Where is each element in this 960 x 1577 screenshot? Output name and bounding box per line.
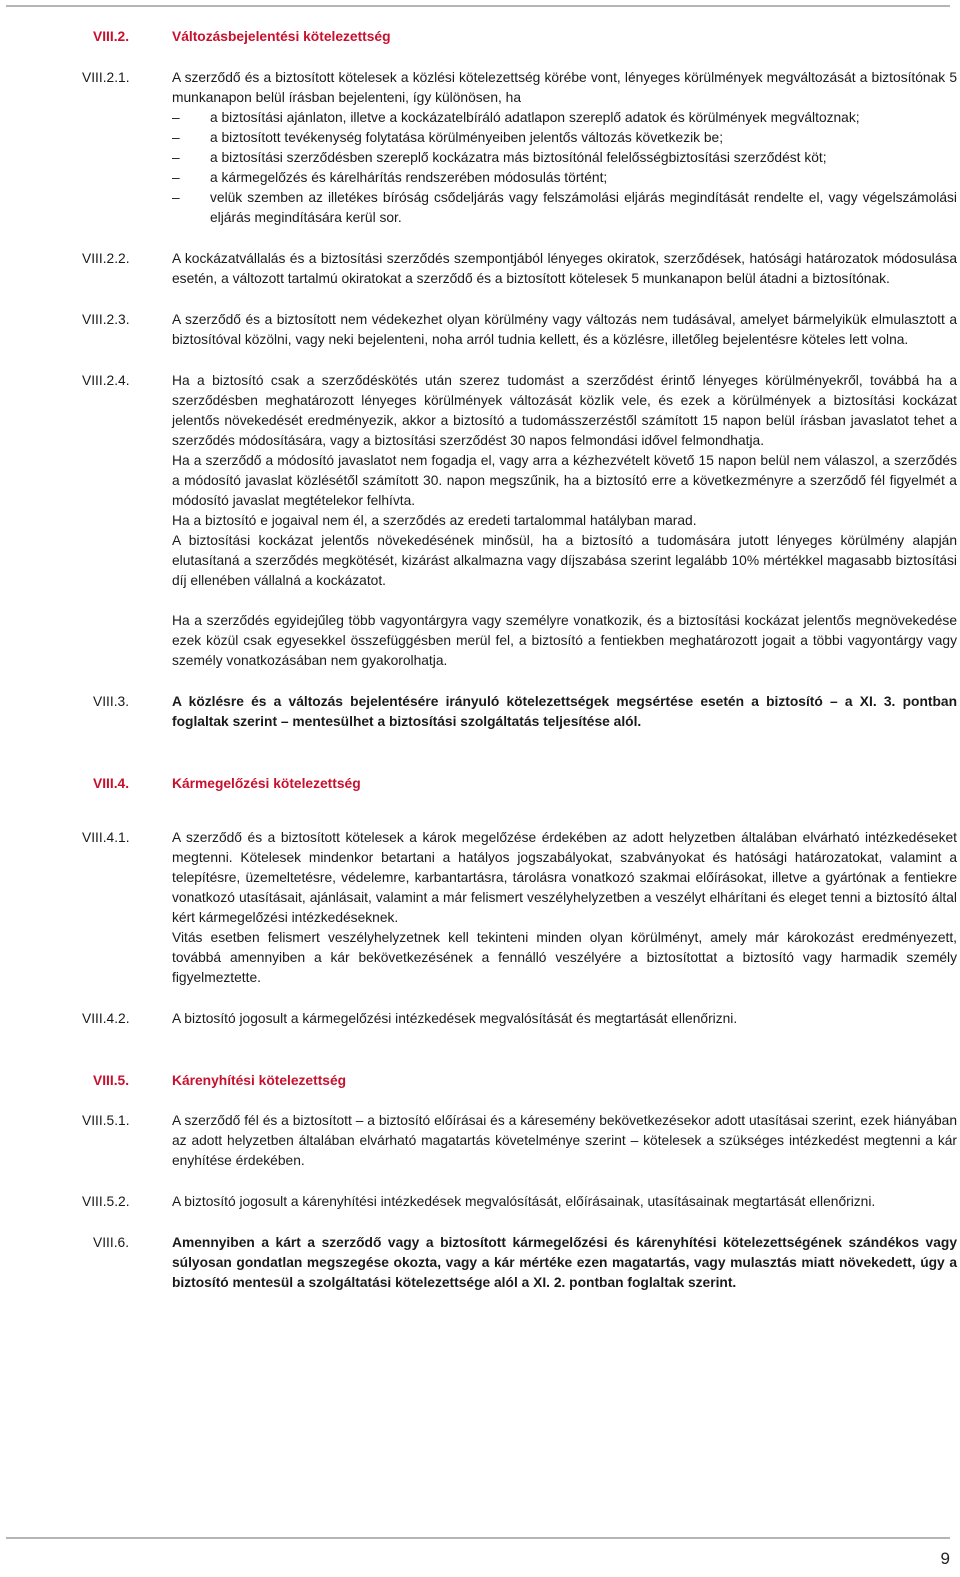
clause-number: VIII.3.: [93, 694, 130, 709]
clause-number: VIII.6.: [93, 1235, 130, 1250]
clause-paragraph: A szerződő és a biztosított kötelesek a károk megelőzése érdekében az adott helyzetben általában elvárható intézkedéseket megtenni. Kötelesek mindenkor betartani a hatályos jogszabályokat, szabványokat és hatósági határozatokat, valamint a telepítésre, üzemeltetésre, védelemre, karbantartásra, tárolásra vonatkozó szakmai előírásokat, illetve a gyártónak a fentiekre vonatkozó utasításait, ajánlásait, valamint a már felismert veszélyhelyzetben a veszélyt elhárítani és eleget tenni a biztosító által kért kármegelőzési intézkedéseknek.: [172, 830, 957, 925]
clause-number: VIII.2.4.: [82, 373, 130, 388]
clause-viii-4-1: [0, 828, 960, 988]
clause-viii-6: [0, 1233, 960, 1293]
dash-list: [172, 108, 957, 228]
clause-paragraph: Ha a szerződő a módosító javaslatot nem fogadja el, vagy arra a kézhezvételt követő 15 napon belül nem válaszol, a szerződés a módosító javaslat közlésétől számított 30. napon megszűnik, ha a biztosító erre a következményre a szerződő fél figyelmét a módosító javaslat megtételekor felhívta.: [172, 453, 957, 508]
clause-paragraph: Vitás esetben felismert veszélyhelyzetnek kell tekinteni minden olyan körülményt, amely már károkozást eredményezett, továbbá amennyiben a kár bekövetkezésének a fennálló veszélyére a biztosítottat a biztosító vagy harmadik személy figyelmeztette.: [172, 930, 957, 985]
clause-text: A kockázatvállalás és a biztosítási szerződés szempontjából lényeges okiratok, szerződések, hatósági határozatok módosulása esetén, a változott tartalmú okiratokat a szerződő és a biztosított kötelesek 5 munkanapon belül átadni a biztosítónak.: [172, 251, 957, 286]
section-heading-viii-5: [0, 1071, 960, 1091]
clause-number: VIII.2.2.: [82, 251, 130, 266]
clause-number: VIII.4.1.: [82, 830, 130, 845]
section-heading-viii-2: [0, 27, 960, 47]
clause-text: Amennyiben a kárt a szerződő vagy a biztosított kármegelőzési és kárenyhítési kötelezettségének szándékos vagy súlyosan gondatlan megszegése okozta, vagy a kár mértéke ezen magatartás, vagy mulasztás miatt növekedett, úgy a biztosító mentesül a szolgáltatási kötelezettsége alól a XI. 2. pontban foglaltak szerint.: [172, 1235, 957, 1290]
clause-number: VIII.2.3.: [82, 312, 130, 327]
clause-text: A szerződő és a biztosított nem védekezhet olyan körülmény vagy változás nem tudásával, amelyet bármelyikük elmulasztott a biztosítóval közölni, vagy neki bejelenteni, noha arról tudnia kellett, és a közlésre, illetőleg bejelentésre köteles lett volna.: [172, 312, 957, 347]
clause-number: VIII.5.1.: [82, 1113, 130, 1128]
clause-intro: A szerződő és a biztosított kötelesek a közlési kötelezettség körébe vont, lényeges körülmények megváltozását a biztosítónak 5 munkanapon belül írásban bejelenteni, így különösen, ha: [172, 70, 957, 105]
list-item: – a biztosítási ajánlaton, illetve a kockázatelbíráló adatlapon szereplő adatok és körülmények megváltoznak;: [172, 108, 957, 128]
clause-text: A biztosító jogosult a kármegelőzési intézkedések megvalósítását és megtartását ellenőrizni.: [172, 1011, 738, 1026]
clause-text: A szerződő fél és a biztosított – a biztosító előírásai és a káresemény bekövetkezésekor adott utasításai szerint, ezek hiányában az adott helyzetben általában elvárható magatartás követelménye szerint – kötelesek a szükséges intézkedést megtenni a kár enyhítése érdekében.: [172, 1113, 957, 1168]
section-number: VIII.4.: [93, 776, 130, 791]
list-item: – a biztosított tevékenység folytatása körülményeiben jelentős változás következik be;: [172, 128, 957, 148]
section-title: Kárenyhítési kötelezettség: [172, 1073, 347, 1088]
list-item: – a biztosítási szerződésben szereplő kockázatra más biztosítónál felelősségbiztosítási szerződést köt;: [172, 148, 957, 168]
list-item: – velük szemben az illetékes bíróság csődeljárás vagy felszámolási eljárás megindítását rendelte el, vagy végelszámolási eljárás megindítására kerül sor.: [172, 188, 957, 228]
section-number: VIII.5.: [93, 1073, 130, 1088]
clause-paragraph: Ha a biztosító e jogaival nem él, a szerződés az eredeti tartalommal hatályban marad.: [172, 513, 697, 528]
clause-text: A biztosító jogosult a kárenyhítési intézkedések megvalósítását, előírásainak, utasításainak megtartását ellenőrizni.: [172, 1194, 876, 1209]
page-number: 9: [940, 1549, 950, 1568]
section-title: Kármegelőzési kötelezettség: [172, 776, 361, 791]
bottom-rule: [6, 1537, 950, 1539]
clause-number: VIII.2.1.: [82, 70, 130, 85]
clause-viii-2-3: [0, 310, 960, 350]
clause-text: A közlésre és a változás bejelentésére irányuló kötelezettségek megsértése esetén a biztosító – a XI. 3. pontban foglaltak szerint – mentesülhet a biztosítási szolgáltatás teljesítése alól.: [172, 694, 957, 729]
clause-viii-2-2: [0, 249, 960, 289]
clause-paragraph: A biztosítási kockázat jelentős növekedésének minősül, ha a biztosító a tudomására jutott lényeges körülmény alapján elutasítaná a szerződés megkötését, kizárást alkalmazna vagy díjszabása szerint legalább 10% mértékkel magasabb biztosítási díj ellenében vállalná a kockázatot.: [172, 533, 957, 588]
clause-viii-2-1: [0, 68, 960, 228]
clause-viii-2-4: [0, 371, 960, 671]
section-title: Változásbejelentési kötelezettség: [172, 29, 391, 44]
clause-viii-5-2: [0, 1192, 960, 1212]
list-item: – a kármegelőzés és kárelhárítás rendszerében módosulás történt;: [172, 168, 957, 188]
clause-paragraph: Ha a szerződés egyidejűleg több vagyontárgyra vagy személyre vonatkozik, és a biztosítási kockázat jelentős megnövekedése ezek közül csak egyesekkel összefüggésben merül fel, a biztosító a fentiekben meghatározott jogait a többi vagyontárgy vagy személy vonatkozásában nem gyakorolhatja.: [172, 613, 957, 668]
clause-number: VIII.4.2.: [82, 1011, 130, 1026]
clause-paragraph: Ha a biztosító csak a szerződéskötés után szerez tudomást a szerződést érintő lényeges körülményekről, továbbá ha a szerződésben meghatározott lényeges körülmények változását közlik vele, és ezek a körülmények a biztosítási kockázat jelentős növekedését eredményezik, akkor a biztosító a tudomásszerzéstől számított 15 napon belül írásban javaslatot tehet a szerződés módosítására, vagy a biztosítási szerződést 30 napos felmondási idővel felmondhatja.: [172, 373, 957, 448]
clause-viii-5-1: [0, 1111, 960, 1171]
section-heading-viii-4: [0, 774, 960, 794]
clause-viii-3: [0, 692, 960, 732]
clause-number: VIII.5.2.: [82, 1194, 130, 1209]
top-rule: [6, 5, 950, 7]
clause-viii-4-2: [0, 1009, 960, 1029]
section-number: VIII.2.: [93, 29, 130, 44]
document-body: [0, 27, 960, 1293]
